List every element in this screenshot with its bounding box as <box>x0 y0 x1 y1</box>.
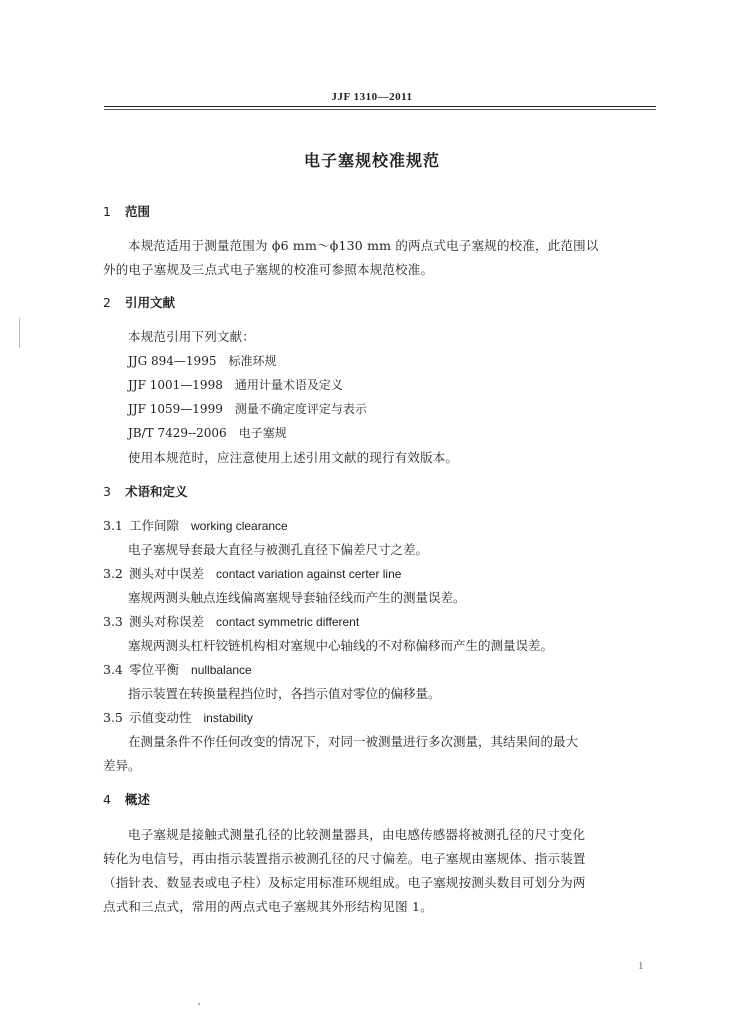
reference-item <box>128 352 276 369</box>
term-entry <box>103 612 359 630</box>
term-zh: 测头对称误差 <box>129 614 205 629</box>
header-rule <box>104 106 656 107</box>
section-number: 4 <box>103 792 111 807</box>
section-title: 引用文献 <box>125 295 176 310</box>
term-number: 3.5 <box>103 710 123 725</box>
reference-item <box>128 376 343 393</box>
overview-line-4: 点式和三点式，常用的两点式电子塞规其外形结构见图 1。 <box>103 899 433 914</box>
reference-name: 电子塞规 <box>238 426 287 440</box>
overview-line-2: 转化为电信号，再由指示装置指示被测孔径的尺寸偏差。电子塞规由塞规体、指示装置 <box>103 851 586 866</box>
reference-code: JB/T 7429--2006 <box>128 426 227 440</box>
reference-code: JJG 894—1995 <box>128 354 217 368</box>
reference-name: 通用计量术语及定义 <box>234 378 343 392</box>
standard-code: JJF 1310—2011 <box>331 91 413 103</box>
scope-text-line-1: 本规范适用于测量范围为 ϕ6 mm～ϕ130 mm 的两点式电子塞规的校准，此范围以 <box>128 238 599 253</box>
section-title: 概述 <box>125 792 151 807</box>
term-number: 3.3 <box>103 614 123 629</box>
reference-name: 测量不确定度评定与表示 <box>234 402 367 416</box>
reference-item <box>128 424 287 441</box>
reference-name: 标准环规 <box>228 354 277 368</box>
term-en: contact symmetric different <box>216 615 360 629</box>
section-heading-references <box>103 293 175 311</box>
term-entry <box>103 660 252 678</box>
reference-code: JJF 1001—1998 <box>128 378 223 392</box>
term-definition: 塞规两测头触点连线偏离塞规导套轴径线而产生的测量误差。 <box>128 590 466 605</box>
term-en: working clearance <box>191 519 288 533</box>
references-note: 使用本规范时，应注意使用上述引用文献的现行有效版本。 <box>128 450 459 465</box>
section-number: 3 <box>103 484 111 499</box>
term-en: contact variation against certer line <box>216 567 402 581</box>
section-heading-overview <box>103 790 150 808</box>
term-number: 3.4 <box>103 662 123 677</box>
scan-edge-mark <box>19 318 20 348</box>
term-en: nullbalance <box>191 663 252 677</box>
term-number: 3.2 <box>103 566 123 581</box>
section-title: 范围 <box>125 204 151 219</box>
section-heading-terms <box>103 482 188 500</box>
term-zh: 工作间隙 <box>129 518 180 533</box>
section-number: 2 <box>103 295 111 310</box>
term-zh: 零位平衡 <box>129 662 180 677</box>
term-entry <box>103 516 288 534</box>
term-definition: 指示装置在转换量程挡位时，各挡示值对零位的偏移量。 <box>128 686 441 701</box>
section-number: 1 <box>103 204 111 219</box>
page-number: 1 <box>638 960 644 972</box>
term-zh: 测头对中误差 <box>129 566 205 581</box>
term-definition: 塞规两测头杠杆铰链机构相对塞规中心轴线的不对称偏移而产生的测量误差。 <box>128 638 554 653</box>
term-definition: 在测量条件不作任何改变的情况下，对同一被测量进行多次测量，其结果间的最大 <box>128 734 579 749</box>
term-definition: 电子塞规导套最大直径与被测孔直径下偏差尺寸之差。 <box>128 542 429 557</box>
term-en: instability <box>203 711 253 725</box>
term-number: 3.1 <box>103 518 123 533</box>
section-heading-scope <box>103 202 150 220</box>
section-title: 术语和定义 <box>125 484 188 499</box>
term-entry <box>103 708 253 726</box>
header-rule-thin <box>104 109 656 110</box>
overview-line-3: （指针表、数显表或电子柱）及标定用标准环规组成。电子塞规按测头数目可划分为两 <box>103 875 586 890</box>
overview-line-1: 电子塞规是接触式测量孔径的比较测量器具，由电感传感器将被测孔径的尺寸变化 <box>128 827 586 842</box>
scope-text-line-2: 外的电子塞规及三点式电子塞规的校准可参照本规范校准。 <box>103 262 434 277</box>
document-title: 电子塞规校准规范 <box>303 151 440 170</box>
scan-speck <box>198 1003 200 1005</box>
term-definition-continued: 差异。 <box>103 758 141 773</box>
references-intro: 本规范引用下列文献： <box>128 329 256 344</box>
term-entry <box>103 564 401 582</box>
term-zh: 示值变动性 <box>129 710 192 725</box>
reference-code: JJF 1059—1999 <box>128 402 223 416</box>
reference-item <box>128 400 367 417</box>
